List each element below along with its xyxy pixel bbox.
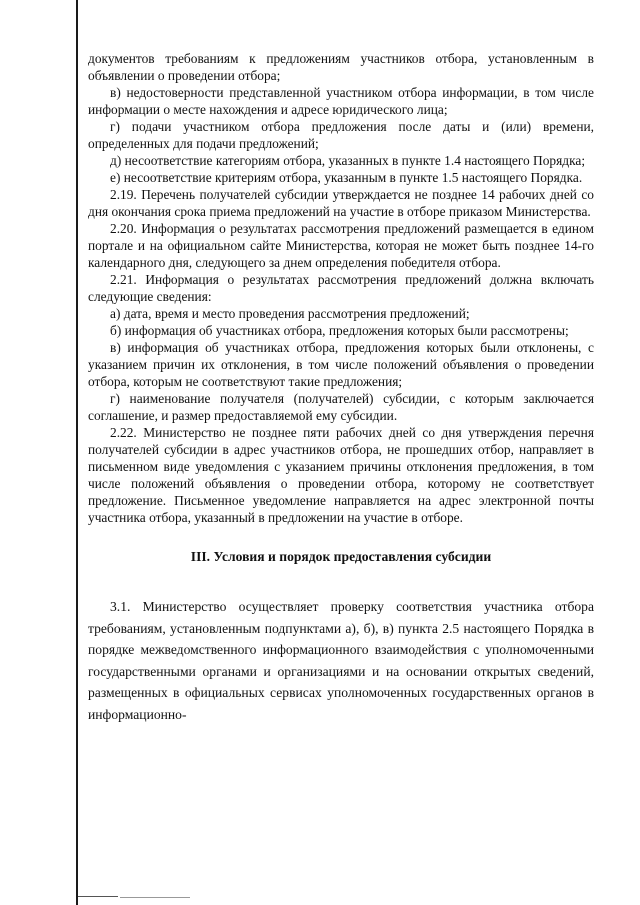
footer-rule-faint [120, 897, 190, 898]
paragraph-item-d: д) несоответствие категориям отбора, указанных в пункте 1.4 настоящего Порядка; [110, 153, 586, 168]
paragraph-3-1: 3.1. Министерство осуществляет проверку соответствия участника отбора требованиям, установленным подпунктами а), б), в) пункта 2.5 настоящего Порядка в порядке межведомственного информационного взаимодействия с уполномоченными государственными органами и организациями и на основании открытых сведений, размещенных в официальных сервисах уполномоченных государственных органов в информационно- [88, 599, 594, 722]
paragraph-2-21-b: б) информация об участниках отбора, предложения которых были рассмотрены; [110, 323, 569, 338]
section-3-body [88, 596, 594, 725]
footer-rule [78, 896, 118, 897]
paragraph-2-21: 2.21. Информация о результатах рассмотрения предложений должна включать следующие сведения: [88, 272, 594, 304]
paragraph-2-20: 2.20. Информация о результатах рассмотрения предложений размещается в едином портале и на официальном сайте Министерства, которая не может быть позднее 14-го календарного дня, следующего за днем определения победителя отбора. [88, 221, 594, 270]
paragraph-2-21-v: в) информация об участниках отбора, предложения которых были отклонены, с указанием причин их отклонения, в том числе положений объявления о проведении отбора, которым не соответствуют такие предложения; [88, 340, 594, 389]
paragraph-2-22: 2.22. Министерство не позднее пяти рабочих дней со дня утверждения перечня получателей субсидии в адрес участников отбора, не прошедших отбор, направляет в письменном виде уведомления с указанием причины отклонения предложения, в том числе положений объявления о проведении отбора, которому не соответствует предложение. Письменное уведомление направляется на адрес электронной почты участника отбора, указанный в предложении на участие в отборе. [88, 425, 594, 525]
paragraph-2-19: 2.19. Перечень получателей субсидии утверждается не позднее 14 рабочих дней со дня окончания срока приема предложений на участие в отборе приказом Министерства. [88, 187, 594, 219]
section-heading: III. Условия и порядок предоставления субсидии [190, 549, 492, 564]
paragraph-continuation: документов требованиям к предложениям участников отбора, установленным в объявлении о проведении отбора; [88, 51, 594, 83]
paragraph-item-v: в) недостоверности представленной участником отбора информации, в том числе информации о месте нахождения и адресе юридического лица; [88, 85, 594, 117]
document-body [88, 50, 594, 725]
paragraph-item-g: г) подачи участником отбора предложения после даты и (или) времени, определенных для подачи предложений; [88, 119, 594, 151]
paragraph-2-21-a: а) дата, время и место проведения рассмотрения предложений; [110, 306, 470, 321]
left-margin-rule [76, 0, 78, 905]
paragraph-2-21-g: г) наименование получателя (получателей) субсидии, с которым заключается соглашение, и размер предоставляемой ему субсидии. [88, 391, 594, 423]
paragraph-item-e: е) несоответствие критериям отбора, указанным в пункте 1.5 настоящего Порядка. [110, 170, 583, 185]
